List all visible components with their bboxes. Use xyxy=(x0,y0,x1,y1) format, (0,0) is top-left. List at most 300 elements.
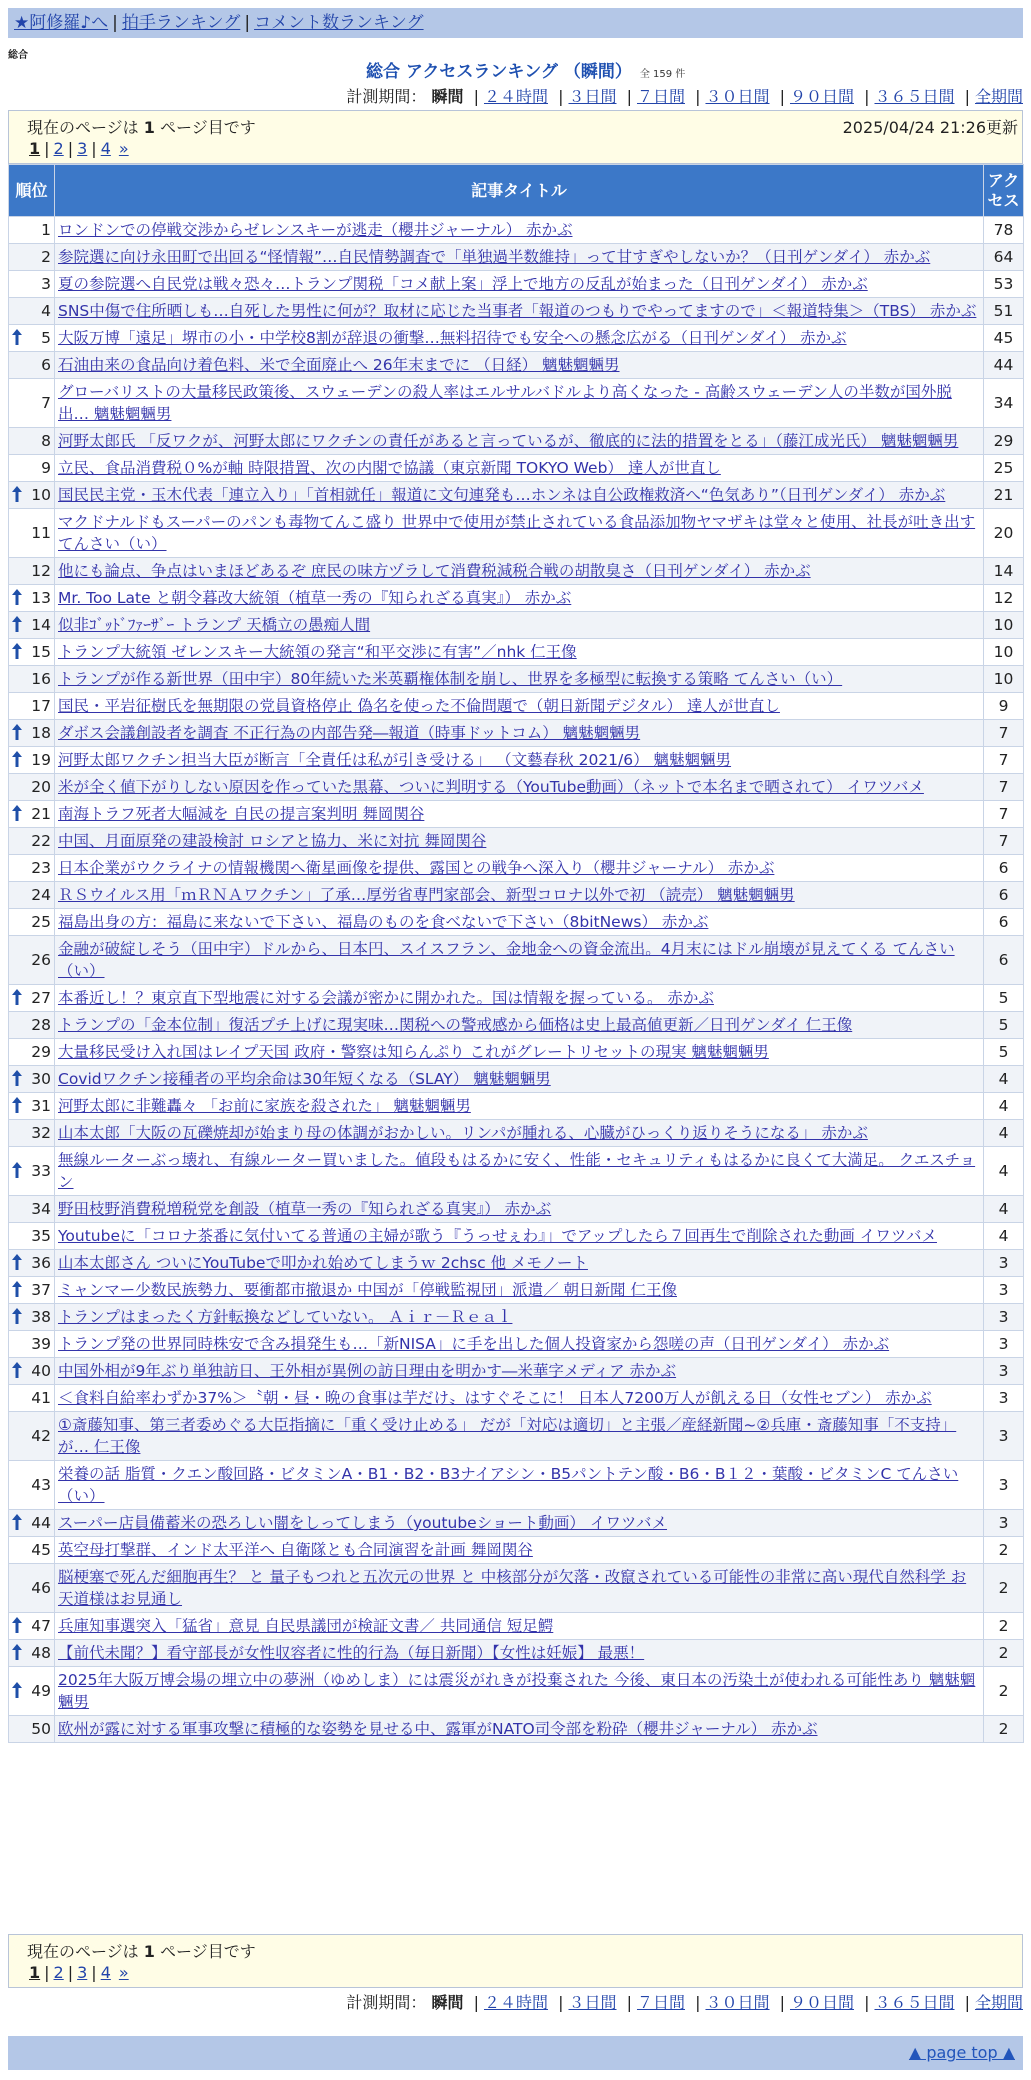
article-link[interactable]: SNS中傷で住所晒しも…自死した男性に何が？取材に応じた当事者「報道のつもりでやってますので」＜報道特集＞（TBS） 赤かぶ xyxy=(58,302,977,320)
rank-cell xyxy=(9,509,55,558)
title-cell xyxy=(55,558,984,585)
rank-up-arrow-icon xyxy=(12,589,22,605)
rank-cell xyxy=(9,639,55,666)
article-link[interactable]: 本番近し！？東京直下型地震に対する会議が密かに開かれた。国は情報を握っている。 赤かぶ xyxy=(58,989,714,1007)
rank-number: 33 xyxy=(31,1162,51,1180)
page-info-top xyxy=(8,110,1023,164)
table-row xyxy=(9,1358,1024,1385)
title-cell xyxy=(55,1564,984,1613)
rank-cell xyxy=(9,1093,55,1120)
table-row xyxy=(9,509,1024,558)
rank-number: 3 xyxy=(41,275,51,293)
rank-number: 14 xyxy=(31,616,51,634)
access-count: 12 xyxy=(984,585,1024,612)
access-count: 3 xyxy=(984,1304,1024,1331)
rank-number: 19 xyxy=(31,751,51,769)
rank-number: 32 xyxy=(31,1124,51,1142)
rank-number: 15 xyxy=(31,643,51,661)
title-cell xyxy=(55,325,984,352)
title-cell xyxy=(55,1385,984,1412)
rank-up-arrow-icon xyxy=(12,1070,22,1086)
article-link[interactable]: 2025年大阪万博会場の埋立中の夢洲（ゆめしま）には震災がれきが投棄された 今後、東日本の汚染土が使われる可能性あり 魑魅魍魎男 xyxy=(58,1671,976,1711)
next-page-bottom[interactable]: » xyxy=(118,1963,129,1982)
table-row xyxy=(9,379,1024,428)
access-count: 6 xyxy=(984,936,1024,985)
article-link[interactable]: 欧州が露に対する軍事攻撃に積極的な姿勢を見せる中、露軍がNATO司令部を粉砕（櫻井ジャーナル） 赤かぶ xyxy=(58,1720,818,1738)
access-count: 25 xyxy=(984,455,1024,482)
table-row xyxy=(9,1147,1024,1196)
rank-up-arrow-icon xyxy=(12,751,22,767)
rank-number: 44 xyxy=(31,1514,51,1532)
title-cell xyxy=(55,1613,984,1640)
rank-cell xyxy=(9,1250,55,1277)
access-count: 2 xyxy=(984,1613,1024,1640)
rank-cell xyxy=(9,1385,55,1412)
article-link[interactable]: 参院選に向け永田町で出回る“怪情報”…自民情勢調査で「単独過半数維持」って甘すぎやしないか？（日刊ゲンダイ） 赤かぶ xyxy=(58,248,931,266)
current-page-text: 現在のページは 1 ページ目です xyxy=(27,118,256,137)
item-count: 全 159 件 xyxy=(639,69,686,80)
rank-number: 37 xyxy=(31,1281,51,1299)
access-count: 5 xyxy=(984,1039,1024,1066)
period-3d[interactable]: ３日間 xyxy=(568,87,617,106)
article-link[interactable]: ミャンマー少数民族勢力、要衝都市撤退か 中国が「停戦監視団」派遣／ 朝日新聞 仁王像 xyxy=(58,1281,677,1299)
rank-cell xyxy=(9,298,55,325)
rank-number: 1 xyxy=(41,221,51,239)
article-link[interactable]: 国民民主党・玉木代表「連立入り」「首相就任」報道に文句連発も…ホンネは自公政権救済へ“色気あり”（日刊ゲンダイ） 赤かぶ xyxy=(58,486,946,504)
rank-up-arrow-icon xyxy=(12,1362,22,1378)
article-link[interactable]: 他にも論点、争点はいまほどあるぞ 庶民の味方ヅラして消費税減税合戦の胡散臭さ（日刊ゲンダイ） 赤かぶ xyxy=(58,562,811,580)
title-cell xyxy=(55,1358,984,1385)
access-count: 2 xyxy=(984,1537,1024,1564)
rank-number: 47 xyxy=(31,1617,51,1635)
access-count: 7 xyxy=(984,774,1024,801)
table-row xyxy=(9,985,1024,1012)
rank-cell xyxy=(9,612,55,639)
home-link[interactable]: ★阿修羅♪へ xyxy=(14,13,109,33)
table-row xyxy=(9,1412,1024,1461)
rank-cell xyxy=(9,1066,55,1093)
rank-cell xyxy=(9,985,55,1012)
page-2-bottom[interactable]: 2 xyxy=(53,1963,64,1982)
access-count: 5 xyxy=(984,985,1024,1012)
rank-cell xyxy=(9,1039,55,1066)
period-3d-bottom[interactable]: ３日間 xyxy=(568,1993,617,2012)
rank-up-arrow-icon xyxy=(12,724,22,740)
page-3-bottom[interactable]: 3 xyxy=(77,1963,88,1982)
table-row xyxy=(9,244,1024,271)
title-cell xyxy=(55,1012,984,1039)
article-link[interactable]: 栄養の話 脂質・クエン酸回路・ビタミンA・B1・B2・B3ナイアシン・B5パントテン酸・B6・B１２・葉酸・ビタミンC てんさい（い） xyxy=(58,1465,959,1505)
title-cell xyxy=(55,1412,984,1461)
rank-cell xyxy=(9,352,55,379)
table-row xyxy=(9,774,1024,801)
period-selector-top: 計測期間： 瞬間 | ２４時間 | ３日間 | ７日間 | ３０日間 | ９０日間 | ３６５日間 | 全期間 xyxy=(346,87,1023,106)
table-row xyxy=(9,639,1024,666)
rank-up-arrow-icon xyxy=(12,643,22,659)
rank-cell xyxy=(9,1147,55,1196)
access-count: 51 xyxy=(984,298,1024,325)
period-selector-bottom: 計測期間： 瞬間 | ２４時間 | ３日間 | ７日間 | ３０日間 | ９０日間 | ３６５日間 | 全期間 xyxy=(346,1993,1023,2012)
article-link[interactable]: トランプ大統領 ゼレンスキー大統領の発言“和平交渉に有害”／nhk 仁王像 xyxy=(58,643,577,661)
article-link[interactable]: ＜食料自給率わずか37%＞〝朝・昼・晩の食事は芋だけ〟はすぐそこに！ 日本人7200万人が飢える日（女性セブン） 赤かぶ xyxy=(58,1389,932,1407)
title-cell xyxy=(55,455,984,482)
table-row xyxy=(9,612,1024,639)
rank-cell xyxy=(9,1196,55,1223)
table-row xyxy=(9,720,1024,747)
table-row xyxy=(9,1196,1024,1223)
rank-up-arrow-icon xyxy=(12,1644,22,1660)
rank-number: 25 xyxy=(31,913,51,931)
title-cell xyxy=(55,1093,984,1120)
article-link[interactable]: 金融が破綻しそう（田中宇）ドルから、日本円、スイスフラン、金地金への資金流出。4月末にはドル崩壊が見えてくる てんさい（い） xyxy=(58,940,955,980)
rank-cell xyxy=(9,217,55,244)
table-row xyxy=(9,271,1024,298)
title-cell xyxy=(55,1537,984,1564)
period-30d[interactable]: ３０日間 xyxy=(705,87,770,106)
table-row xyxy=(9,936,1024,985)
rank-number: 5 xyxy=(41,329,51,347)
title-cell xyxy=(55,1223,984,1250)
rank-number: 17 xyxy=(31,697,51,715)
rank-number: 29 xyxy=(31,1043,51,1061)
rank-up-arrow-icon xyxy=(12,989,22,1005)
article-link[interactable]: 似非ｺﾞｯﾄﾞﾌｧｰｻﾞｰ トランプ 天橋立の愚痴人間 xyxy=(58,616,371,634)
rank-number: 36 xyxy=(31,1254,51,1272)
next-page[interactable]: » xyxy=(118,139,129,158)
rank-cell xyxy=(9,455,55,482)
period-label: 計測期間： xyxy=(346,87,427,106)
article-link[interactable]: 大量移民受け入れ国はレイプ天国 政府・警察は知らんぷり これがグレートリセットの現実 魑魅魍魎男 xyxy=(58,1043,769,1061)
title-cell xyxy=(55,1667,984,1716)
access-count: 3 xyxy=(984,1250,1024,1277)
article-link[interactable]: スーパー店員備蓄米の恐ろしい闇をしってしまう（youtubeショート動画） イワツバメ xyxy=(58,1514,668,1532)
title-cell xyxy=(55,693,984,720)
rank-cell xyxy=(9,882,55,909)
table-row xyxy=(9,1304,1024,1331)
period-24h-bottom[interactable]: ２４時間 xyxy=(483,1993,548,2012)
rank-cell xyxy=(9,774,55,801)
article-link[interactable]: 兵庫知事選突入「猛省」意見 自民県議団が検証文書／ 共同通信 短足鰐 xyxy=(58,1617,554,1635)
access-count: 14 xyxy=(984,558,1024,585)
access-count: 6 xyxy=(984,882,1024,909)
title-cell xyxy=(55,1277,984,1304)
comment-ranking-link[interactable]: コメント数ランキング xyxy=(254,13,424,33)
title-cell xyxy=(55,1120,984,1147)
period-7d[interactable]: ７日間 xyxy=(636,87,685,106)
access-count: 5 xyxy=(984,1012,1024,1039)
rank-number: 23 xyxy=(31,859,51,877)
rank-number: 45 xyxy=(31,1541,51,1559)
title-cell xyxy=(55,217,984,244)
rank-cell xyxy=(9,1640,55,1667)
rank-cell xyxy=(9,1537,55,1564)
title-cell xyxy=(55,428,984,455)
table-row xyxy=(9,217,1024,244)
rank-cell xyxy=(9,1613,55,1640)
article-link[interactable]: 中国外相が9年ぶり単独訪日、王外相が異例の訪日理由を明かす―米華字メディア 赤かぶ xyxy=(58,1362,677,1380)
period-all[interactable]: 全期間 xyxy=(974,87,1023,106)
rank-cell xyxy=(9,244,55,271)
table-row xyxy=(9,1331,1024,1358)
access-count: 3 xyxy=(984,1358,1024,1385)
table-row xyxy=(9,909,1024,936)
rank-cell xyxy=(9,1120,55,1147)
rank-cell xyxy=(9,271,55,298)
access-count: 7 xyxy=(984,801,1024,828)
article-link[interactable]: トランプ発の世界同時株安で含み損発生も…「新NISA」に手を出した個人投資家から怨嗟の声（日刊ゲンダイ） 赤かぶ xyxy=(58,1335,890,1353)
period-365d-bottom[interactable]: ３６５日間 xyxy=(874,1993,955,2012)
page-2[interactable]: 2 xyxy=(53,139,64,158)
title-cell xyxy=(55,1461,984,1510)
page-3[interactable]: 3 xyxy=(77,139,88,158)
table-row xyxy=(9,558,1024,585)
article-link[interactable]: 国民・平岩征樹氏を無期限の党員資格停止 偽名を使った不倫問題で（朝日新聞デジタル） 達人が世直し xyxy=(58,697,780,715)
article-link[interactable]: ロンドンでの停戦交渉からゼレンスキーが逃走（櫻井ジャーナル） 赤かぶ xyxy=(58,221,573,239)
title-cell xyxy=(55,828,984,855)
article-link[interactable]: グローバリストの大量移民政策後、スウェーデンの殺人率はエルサルバドルより高くなった - 高齢スウェーデン人の半数が国外脱出… 魑魅魍魎男 xyxy=(58,383,952,423)
rank-number: 21 xyxy=(31,805,51,823)
access-count: 4 xyxy=(984,1120,1024,1147)
rank-number: 6 xyxy=(41,356,51,374)
header-rank: 順位 xyxy=(9,165,55,217)
article-link[interactable]: 立民、食品消費税０%が軸 時限措置、次の内閣で協議（東京新聞 TOKYO Web） 達人が世直し xyxy=(58,459,721,477)
footer-bar xyxy=(8,2036,1023,2070)
table-row xyxy=(9,1093,1024,1120)
title-cell xyxy=(55,985,984,1012)
title-cell xyxy=(55,882,984,909)
article-link[interactable]: 夏の参院選へ自民党は戦々恐々…トランプ関税「コメ献上案」浮上で地方の反乱が始まった（日刊ゲンダイ） 赤かぶ xyxy=(58,275,868,293)
top-nav: ★阿修羅♪へ | 拍手ランキング | コメント数ランキング xyxy=(8,8,1023,38)
applause-ranking-link[interactable]: 拍手ランキング xyxy=(121,13,241,33)
table-row xyxy=(9,1120,1024,1147)
title-cell xyxy=(55,1039,984,1066)
access-count: 3 xyxy=(984,1277,1024,1304)
title-cell xyxy=(55,855,984,882)
rank-cell xyxy=(9,855,55,882)
rank-up-arrow-icon xyxy=(12,805,22,821)
rank-cell xyxy=(9,909,55,936)
rank-up-arrow-icon xyxy=(12,1617,22,1633)
access-count: 44 xyxy=(984,352,1024,379)
rank-cell xyxy=(9,482,55,509)
rank-number: 18 xyxy=(31,724,51,742)
rank-number: 28 xyxy=(31,1016,51,1034)
title-cell xyxy=(55,1331,984,1358)
rank-number: 4 xyxy=(41,302,51,320)
table-row xyxy=(9,1564,1024,1613)
access-count: 6 xyxy=(984,855,1024,882)
article-link[interactable]: 【前代未聞？】看守部長が女性収容者に性的行為（毎日新聞）【女性は妊娠】 最悪！ xyxy=(58,1644,645,1662)
table-row xyxy=(9,666,1024,693)
rank-up-arrow-icon xyxy=(12,329,22,345)
access-count: 53 xyxy=(984,271,1024,298)
rank-up-arrow-icon xyxy=(12,1281,22,1297)
period-current: 瞬間 xyxy=(431,87,464,106)
access-count: 4 xyxy=(984,1066,1024,1093)
article-link[interactable]: 山本太郎さん ついにYouTubeで叩かれ始めてしまうｗ 2chsc 他 メモノート xyxy=(58,1254,588,1272)
rank-number: 13 xyxy=(31,589,51,607)
access-count: 3 xyxy=(984,1412,1024,1461)
page-title: 総合 アクセスランキング （瞬間） xyxy=(366,62,632,82)
article-link[interactable]: 河野太郎ワクチン担当大臣が断言「全責任は私が引き受ける」 （文藝春秋 2021/6） 魑魅魍魎男 xyxy=(58,751,732,769)
title-cell xyxy=(55,612,984,639)
title-cell xyxy=(55,509,984,558)
article-link[interactable]: 脳梗塞で死んだ細胞再生？ と 量子もつれと五次元の世界 と 中核部分が欠落・改竄されている可能性の非常に高い現代自然科学 お天道様はお見通し xyxy=(58,1568,967,1608)
article-link[interactable]: Covidワクチン接種者の平均余命は30年短くなる（SLAY） 魑魅魍魎男 xyxy=(58,1070,551,1088)
rank-cell xyxy=(9,1331,55,1358)
period-90d[interactable]: ９０日間 xyxy=(789,87,854,106)
rank-up-arrow-icon xyxy=(12,1682,22,1698)
table-row xyxy=(9,352,1024,379)
title-cell xyxy=(55,585,984,612)
period-365d[interactable]: ３６５日間 xyxy=(874,87,955,106)
article-link[interactable]: Mr. Too Late と朝令暮改大統領（植草一秀の『知られざる真実』） 赤かぶ xyxy=(58,589,572,607)
page-4[interactable]: 4 xyxy=(100,139,111,158)
article-link[interactable]: トランプが作る新世界（田中宇）80年続いた米英覇権体制を崩し、世界を多極型に転換する策略 てんさい（い） xyxy=(58,670,843,688)
table-row xyxy=(9,325,1024,352)
rank-number: 11 xyxy=(31,524,51,542)
table-row xyxy=(9,801,1024,828)
article-link[interactable]: ダボス会議創設者を調査 不正行為の内部告発―報道（時事ドットコム） 魑魅魍魎男 xyxy=(58,724,641,742)
article-link[interactable]: Youtubeに「コロナ茶番に気付いてる普通の主婦が歌う『うっせぇわ』」でアップしたら７回再生で削除された動画 イワツバメ xyxy=(58,1227,937,1245)
period-all-bottom[interactable]: 全期間 xyxy=(974,1993,1023,2012)
rank-up-arrow-icon xyxy=(12,1097,22,1113)
article-link[interactable]: 中国、月面原発の建設検討 ロシアと協力、米に対抗 舞岡関谷 xyxy=(58,832,487,850)
rank-number: 12 xyxy=(31,562,51,580)
rank-up-arrow-icon xyxy=(12,1308,22,1324)
title-cell xyxy=(55,379,984,428)
rank-number: 31 xyxy=(31,1097,51,1115)
table-row xyxy=(9,1461,1024,1510)
access-count: 34 xyxy=(984,379,1024,428)
article-link[interactable]: マクドナルドもスーパーのパンも毒物てんこ盛り 世界中で使用が禁止されている食品添加物ヤマザキは堂々と使用、社長が吐き出す てんさい（い） xyxy=(58,513,976,553)
title-cell xyxy=(55,801,984,828)
access-count: 6 xyxy=(984,909,1024,936)
article-link[interactable]: 無線ルーターぶっ壊れ、有線ルーター買いました。値段もはるかに安く、性能・セキュリティもはるかに良くて大満足。 クエスチョン xyxy=(58,1151,976,1191)
rank-cell xyxy=(9,936,55,985)
table-row xyxy=(9,1510,1024,1537)
article-link[interactable]: 南海トラフ死者大幅減を 自民の提言案判明 舞岡関谷 xyxy=(58,805,425,823)
article-link[interactable]: 野田枝野消費税増税党を創設（植草一秀の『知られざる真実』） 赤かぶ xyxy=(58,1200,552,1218)
table-row xyxy=(9,1613,1024,1640)
ranking-table xyxy=(8,164,1024,1743)
article-link[interactable]: 日本企業がウクライナの情報機関へ衛星画像を提供、露国との戦争へ深入り（櫻井ジャーナル） 赤かぶ xyxy=(58,859,775,877)
rank-cell xyxy=(9,1358,55,1385)
access-count: 3 xyxy=(984,1461,1024,1510)
access-count: 78 xyxy=(984,217,1024,244)
access-count: 64 xyxy=(984,244,1024,271)
rank-cell xyxy=(9,325,55,352)
title-cell xyxy=(55,1066,984,1093)
article-link[interactable]: 河野太郎に非難轟々 「お前に家族を殺された」 魑魅魍魎男 xyxy=(58,1097,471,1115)
article-link[interactable]: ①斎藤知事、第三者委めぐる大臣指摘に「重く受け止める」 だが「対応は適切」と主張／産経新聞~②兵庫・斎藤知事「不支持」が… 仁王像 xyxy=(58,1416,957,1456)
table-row xyxy=(9,828,1024,855)
access-count: 3 xyxy=(984,1510,1024,1537)
rank-cell xyxy=(9,1277,55,1304)
rank-number: 50 xyxy=(31,1720,51,1738)
rank-cell xyxy=(9,1510,55,1537)
page-top-link[interactable]: ▲ page top ▲ xyxy=(908,2043,1015,2062)
page-1-bottom: 1 xyxy=(29,1963,41,1982)
table-row xyxy=(9,1385,1024,1412)
table-row xyxy=(9,693,1024,720)
title-cell xyxy=(55,1147,984,1196)
rank-number: 10 xyxy=(31,486,51,504)
table-row xyxy=(9,1066,1024,1093)
access-count: 10 xyxy=(984,612,1024,639)
title-cell xyxy=(55,936,984,985)
rank-cell xyxy=(9,1412,55,1461)
table-row xyxy=(9,1250,1024,1277)
page-1: 1 xyxy=(29,139,41,158)
title-cell xyxy=(55,271,984,298)
rank-number: 22 xyxy=(31,832,51,850)
page-4-bottom[interactable]: 4 xyxy=(100,1963,111,1982)
rank-number: 20 xyxy=(31,778,51,796)
rank-cell xyxy=(9,1304,55,1331)
rank-number: 7 xyxy=(41,394,51,412)
article-link[interactable]: 福島出身の方：福島に来ないで下さい、福島のものを食べないで下さい（8bitNews） 赤かぶ xyxy=(58,913,709,931)
article-link[interactable]: トランプはまったく方針転換などしていない。 Ａｉｒ－Ｒｅａｌ xyxy=(58,1308,513,1326)
title-cell xyxy=(55,1250,984,1277)
title-cell xyxy=(55,352,984,379)
table-row xyxy=(9,1667,1024,1716)
article-link[interactable]: トランプの「金本位制」復活プチ上げに現実味…関税への警戒感から価格は史上最高値更新／日刊ゲンダイ 仁王像 xyxy=(58,1016,853,1034)
rank-number: 38 xyxy=(31,1308,51,1326)
rank-number: 41 xyxy=(31,1389,51,1407)
period-7d-bottom[interactable]: ７日間 xyxy=(636,1993,685,2012)
article-link[interactable]: 大阪万博「遠足」堺市の小・中学校8割が辞退の衝撃…無料招待でも安全への懸念広がる（日刊ゲンダイ） 赤かぶ xyxy=(58,329,847,347)
article-link[interactable]: 河野太郎氏 「反ワクが、河野太郎にワクチンの責任があると言っているが、徹底的に法的措置をとる」（藤江成光氏） 魑魅魍魎男 xyxy=(58,432,959,450)
rank-number: 39 xyxy=(31,1335,51,1353)
article-link[interactable]: 米が全く値下がりしない原因を作っていた黒幕、ついに判明する（YouTube動画）（ネットで本名まで晒されて） イワツバメ xyxy=(58,778,924,796)
access-count: 2 xyxy=(984,1640,1024,1667)
table-row xyxy=(9,855,1024,882)
title-cell xyxy=(55,1304,984,1331)
access-count: 21 xyxy=(984,482,1024,509)
rank-up-arrow-icon xyxy=(12,616,22,632)
rank-number: 16 xyxy=(31,670,51,688)
period-90d-bottom[interactable]: ９０日間 xyxy=(789,1993,854,2012)
rank-number: 46 xyxy=(31,1579,51,1597)
title-cell xyxy=(55,720,984,747)
table-row xyxy=(9,1716,1024,1743)
access-count: 3 xyxy=(984,1331,1024,1358)
access-count: 2 xyxy=(984,1667,1024,1716)
rank-up-arrow-icon xyxy=(12,486,22,502)
page-title-row xyxy=(366,60,685,87)
article-link[interactable]: 英空母打撃群、インド太平洋へ 自衛隊とも合同演習を計画 舞岡関谷 xyxy=(58,1541,533,1559)
table-row xyxy=(9,1039,1024,1066)
title-cell xyxy=(55,244,984,271)
table-row xyxy=(9,1223,1024,1250)
title-cell xyxy=(55,1196,984,1223)
access-count: 4 xyxy=(984,1093,1024,1120)
article-link[interactable]: ＲＳウイルス用「ｍＲＮＡワクチン」了承…厚労省専門家部会、新型コロナ以外で初 （読売） 魑魅魍魎男 xyxy=(58,886,795,904)
table-row xyxy=(9,1640,1024,1667)
period-30d-bottom[interactable]: ３０日間 xyxy=(705,1993,770,2012)
rank-up-arrow-icon xyxy=(12,1254,22,1270)
article-link[interactable]: 石油由来の食品向け着色料、米で全面廃止へ 26年末までに （日経） 魑魅魍魎男 xyxy=(58,356,620,374)
rank-cell xyxy=(9,585,55,612)
rank-number: 35 xyxy=(31,1227,51,1245)
rank-cell xyxy=(9,1667,55,1716)
rank-number: 48 xyxy=(31,1644,51,1662)
article-link[interactable]: 山本太郎「大阪の瓦礫焼却が始まり母の体調がおかしい。リンパが腫れる、心臓がひっくり返りそうになる」 赤かぶ xyxy=(58,1124,868,1142)
table-row xyxy=(9,1537,1024,1564)
period-24h[interactable]: ２４時間 xyxy=(483,87,548,106)
rank-number: 42 xyxy=(31,1427,51,1445)
